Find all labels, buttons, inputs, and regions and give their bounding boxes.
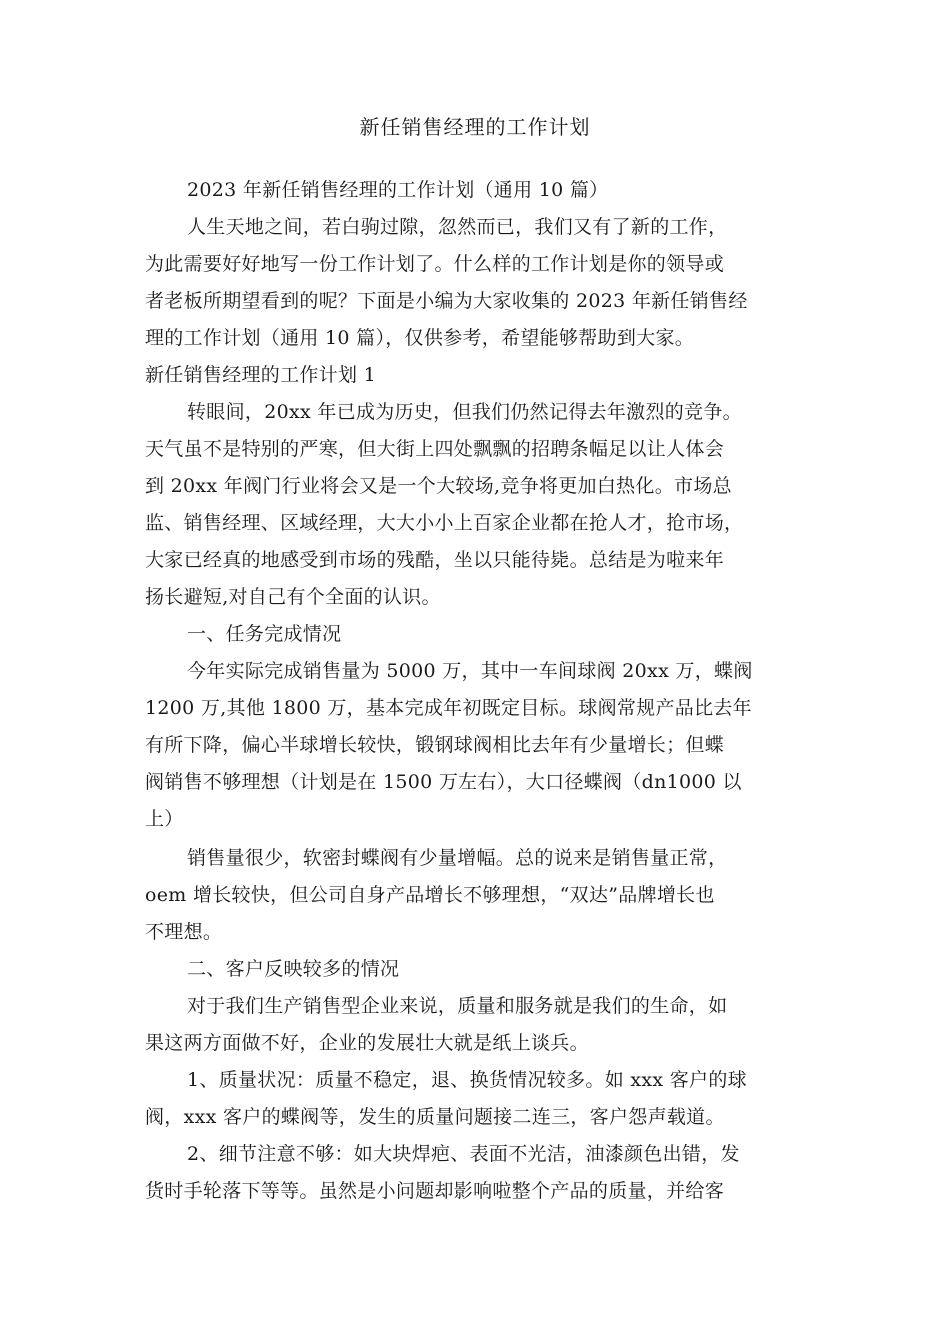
document-title: 新任销售经理的工作计划 — [359, 115, 591, 139]
text-line: oem 增长较快，但公司自身产品增长不够理想，“双达”品牌增长也 — [145, 884, 715, 906]
text-line: 1、质量状况：质量不稳定，退、换货情况较多。如 xxx 客户的球 — [187, 1069, 747, 1091]
subtitle-line: 2023 年新任销售经理的工作计划（通用 10 篇） — [187, 179, 609, 201]
text-line: 上） — [145, 808, 184, 830]
text-line: 阀销售不够理想（计划是在 1500 万左右），大口径蝶阀（dn1000 以 — [145, 771, 742, 793]
text-line: 为此需要好好地写一份工作计划了。什么样的工作计划是你的领导或 — [145, 253, 725, 275]
text-line: 转眼间，20xx 年已成为历史，但我们仍然记得去年激烈的竞争。 — [187, 401, 742, 423]
text-line: 天气虽不是特别的严寒，但大街上四处飘飘的招聘条幅足以让人体会 — [145, 438, 725, 460]
text-line: 果这两方面做不好，企业的发展壮大就是纸上谈兵。 — [145, 1032, 589, 1054]
text-line: 不理想。 — [145, 921, 223, 943]
text-line: 大家已经真的地感受到市场的残酷，坐以只能待毙。总结是为啦来年 — [145, 549, 725, 571]
text-line: 有所下降，偏心半球增长较快，锻钢球阀相比去年有少量增长；但蝶 — [145, 734, 725, 756]
text-line: 到 20xx 年阀门行业将会又是一个大较场,竞争将更加白热化。市场总 — [145, 475, 732, 497]
text-line: 扬长避短,对自己有个全面的认识。 — [145, 586, 441, 608]
text-line: 货时手轮落下等等。虽然是小问题却影响啦整个产品的质量，并给客 — [145, 1180, 725, 1202]
text-line: 1200 万,其他 1800 万，基本完成年初既定目标。球阀常规产品比去年 — [145, 697, 752, 719]
text-line: 理的工作计划（通用 10 篇），仅供参考，希望能够帮助到大家。 — [145, 327, 695, 349]
text-line: 人生天地之间，若白驹过隙，忽然而已，我们又有了新的工作， — [187, 216, 728, 238]
text-line: 销售量很少，软密封蝶阀有少量增幅。总的说来是销售量正常， — [187, 847, 728, 869]
text-line: 2、细节注意不够：如大块焊疤、表面不光洁，油漆颜色出错，发 — [187, 1143, 740, 1165]
text-line: 阀，xxx 客户的蝶阀等，发生的质量问题接二连三，客户怨声载道。 — [145, 1106, 725, 1128]
section-heading: 二、客户反映较多的情况 — [187, 958, 400, 980]
text-line: 今年实际完成销售量为 5000 万，其中一车间球阀 20xx 万，蝶阀 — [187, 660, 753, 682]
section-heading: 一、任务完成情况 — [187, 623, 342, 645]
text-line: 对于我们生产销售型企业来说，质量和服务就是我们的生命，如 — [187, 995, 728, 1017]
text-line: 者老板所期望看到的呢？下面是小编为大家收集的 2023 年新任销售经 — [145, 290, 748, 312]
section-heading: 新任销售经理的工作计划 1 — [145, 364, 377, 386]
text-line: 监、销售经理、区域经理，大大小小上百家企业都在抢人才，抢市场， — [145, 512, 744, 534]
